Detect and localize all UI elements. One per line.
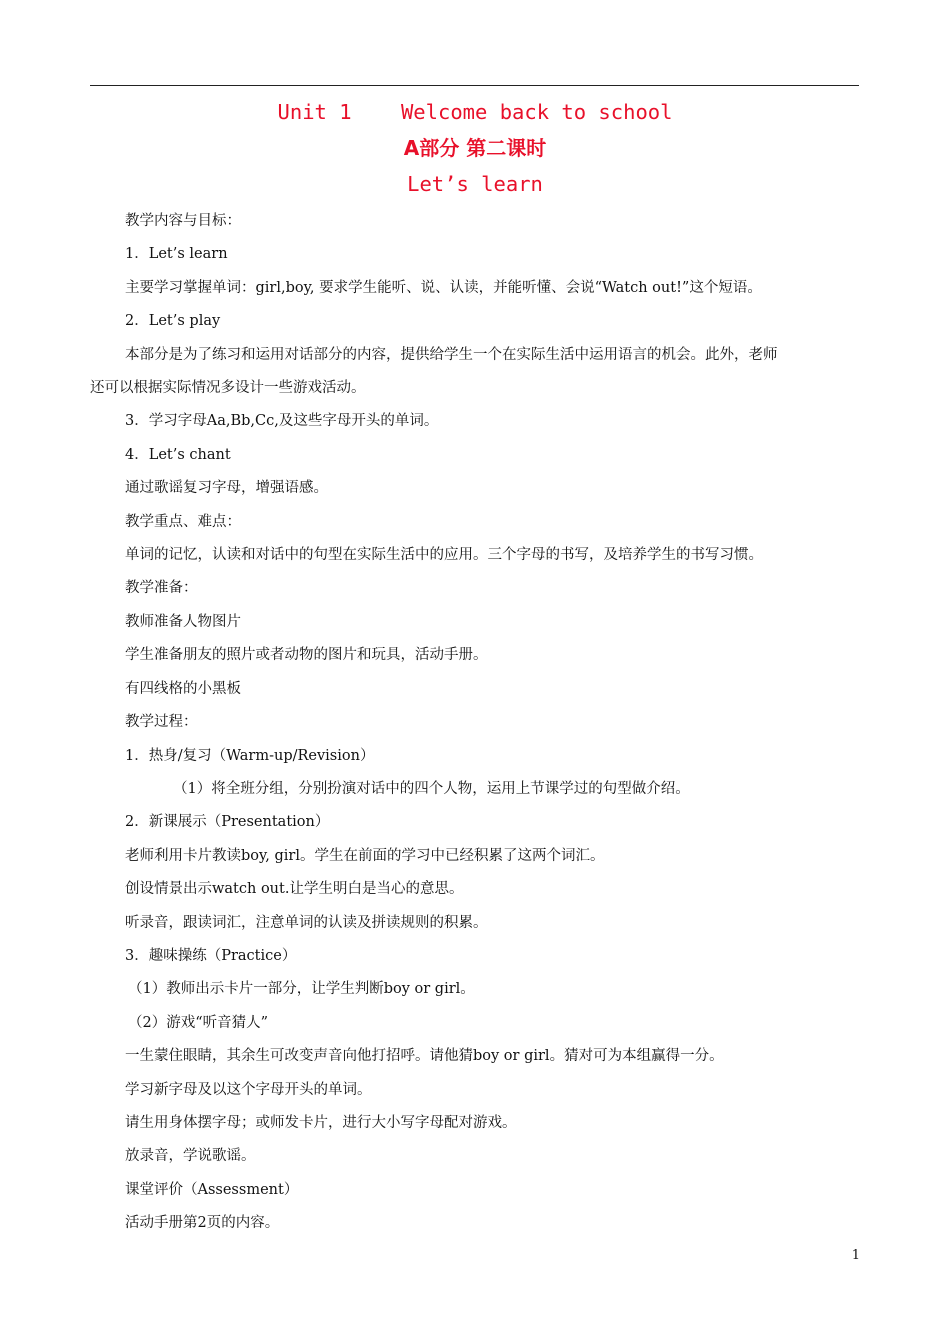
step-presentation: 2．新课展示（Presentation） — [125, 814, 330, 831]
list-item-lets-play: 2．Let’s play — [125, 313, 221, 330]
header-rule — [90, 85, 859, 86]
practice-detail-1: 一生蒙住眼睛，其余生可改变声音向他打招呼。请他猜boy or girl。猜对可为本组赢得一分。 — [125, 1048, 724, 1065]
unit-name: Welcome back to school — [400, 100, 673, 124]
paragraph-lets-chant: 通过歌谣复习字母，增强语感。 — [125, 480, 328, 497]
heading-procedure: 教学过程： — [125, 714, 198, 731]
section-title: Let’s learn — [407, 172, 543, 196]
step-warm-up: 1．热身/复习（Warm-up/Revision） — [125, 747, 375, 764]
heading-assessment: 课堂评价（Assessment） — [125, 1181, 299, 1198]
lesson-subtitle: A部分 第二课时 — [403, 136, 547, 160]
prep-item-student: 学生准备朋友的照片或者动物的图片和玩具，活动手册。 — [125, 647, 488, 664]
assessment-detail: 活动手册第2页的内容。 — [125, 1215, 280, 1232]
title-unit-line — [0, 94, 950, 130]
presentation-detail-2: 创设情景出示watch out.让学生明白是当心的意思。 — [125, 881, 464, 898]
title-block — [0, 94, 950, 202]
heading-key-points: 教学重点、难点： — [125, 513, 241, 530]
prep-item-teacher: 教师准备人物图片 — [125, 613, 241, 630]
presentation-detail-1: 老师利用卡片教读boy, girl。学生在前面的学习中已经积累了这两个词汇。 — [125, 847, 605, 864]
presentation-detail-3: 听录音，跟读词汇，注意单词的认读及拼读规则的积累。 — [125, 914, 488, 931]
heading-preparation: 教学准备： — [125, 580, 198, 597]
list-item-lets-learn: 1．Let’s learn — [125, 246, 228, 263]
practice-detail-2: 学习新字母及以这个字母开头的单词。 — [125, 1081, 372, 1098]
step-practice: 3．趣味操练（Practice） — [125, 947, 297, 964]
paragraph-key-points: 单词的记忆，认读和对话中的句型在实际生活中的应用。三个字母的书写，及培养学生的书写习惯。 — [125, 547, 763, 564]
practice-item-1: （1）教师出示卡片一部分，让学生判断boy or girl。 — [128, 981, 475, 998]
document-body — [90, 205, 865, 1241]
paragraph-lets-play-line1: 本部分是为了练习和运用对话部分的内容，提供给学生一个在实际生活中运用语言的机会。此外，老师 — [125, 346, 778, 363]
paragraph-lets-learn: 主要学习掌握单词：girl,boy, 要求学生能听、说、认读，并能听懂、会说“Watch out!”这个短语。 — [125, 279, 762, 296]
heading-content-goals: 教学内容与目标： — [125, 213, 241, 229]
paragraph-lets-play-line2: 还可以根据实际情况多设计一些游戏活动。 — [90, 380, 366, 397]
prep-item-blackboard: 有四线格的小黑板 — [125, 680, 241, 697]
unit-number: Unit 1 — [277, 100, 352, 124]
practice-item-2: （2）游戏“听音猜人” — [128, 1014, 269, 1031]
list-item-lets-chant: 4．Let’s chant — [125, 446, 231, 463]
practice-detail-3: 请生用身体摆字母；或师发卡片，进行大小写字母配对游戏。 — [125, 1114, 517, 1131]
list-item-letters: 3．学习字母Aa,Bb,Cc,及这些字母开头的单词。 — [125, 413, 439, 430]
practice-detail-4: 放录音，学说歌谣。 — [125, 1148, 256, 1165]
page-number: 1 — [851, 1248, 860, 1263]
step-warm-up-detail: （1）将全班分组，分别扮演对话中的四个人物，运用上节课学过的句型做介绍。 — [173, 780, 690, 797]
